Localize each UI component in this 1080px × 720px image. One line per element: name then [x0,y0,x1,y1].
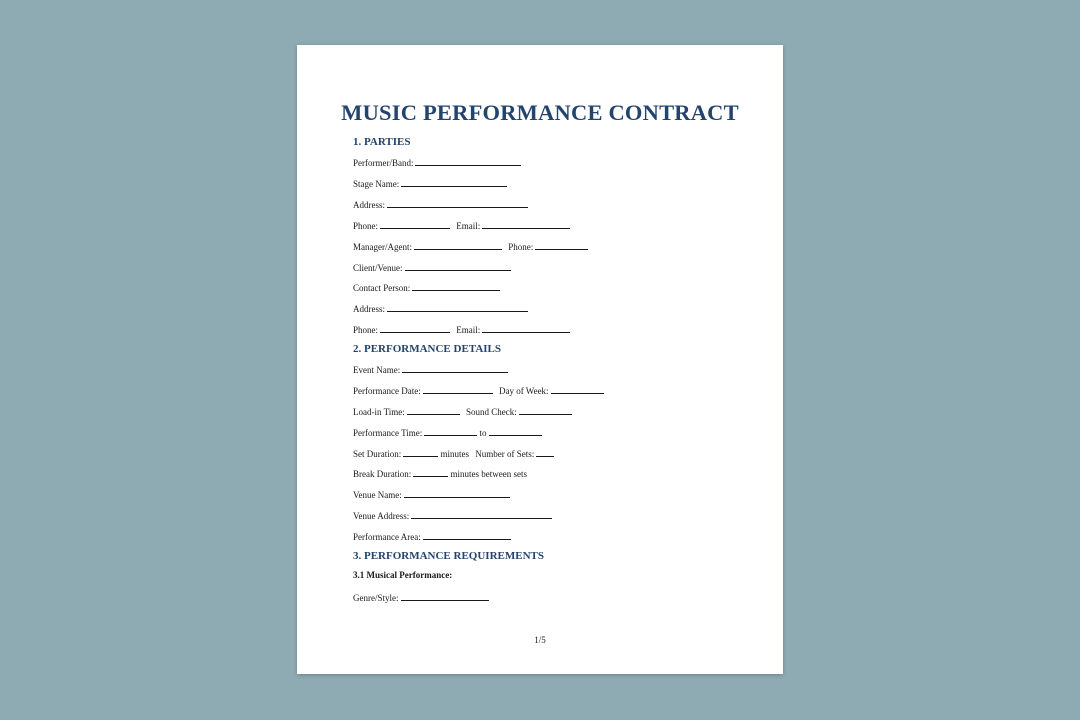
fill-in-blank[interactable] [519,405,572,415]
field-label: Performance Date: [353,386,421,396]
fill-in-blank[interactable] [489,426,542,436]
fill-in-blank[interactable] [405,261,511,271]
field-genre-style [353,591,489,603]
field-label: Performance Area: [353,532,421,542]
field-stage-name [353,177,507,189]
field-phone-email [353,219,570,231]
field-label: Email: [456,221,481,231]
field-performer-band [353,156,521,168]
field-label: Venue Name: [353,490,402,500]
field-label: Phone: [353,221,379,231]
fill-in-blank[interactable] [482,323,570,333]
fill-in-blank[interactable] [387,302,528,312]
fill-in-blank[interactable] [423,530,511,540]
section-heading-performance-requirements: 3. PERFORMANCE REQUIREMENTS [353,550,544,562]
field-contact-person [353,281,500,293]
fill-in-blank[interactable] [401,591,489,601]
fill-in-blank[interactable] [402,363,508,373]
field-label: Day of Week: [498,386,549,396]
field-label: Performer/Band: [353,158,414,168]
field-label: Phone: [508,242,534,252]
field-label: Phone: [353,325,379,335]
fill-in-blank[interactable] [380,219,450,229]
fill-in-blank[interactable] [407,405,460,415]
field-label: to [479,428,487,438]
field-label: Sound Check: [466,407,517,417]
subsection-heading-musical-performance: 3.1 Musical Performance: [353,570,453,580]
fill-in-blank[interactable] [380,323,450,333]
field-venue-address [353,509,552,521]
field-label: Stage Name: [353,179,400,189]
field-set-duration [353,447,554,459]
section-heading-parties: 1. PARTIES [353,136,411,148]
field-break-duration [353,467,527,479]
contract-page [297,45,783,674]
field-label: Client/Venue: [353,263,403,273]
fill-in-blank[interactable] [401,177,507,187]
fill-in-blank[interactable] [551,384,604,394]
fill-in-blank[interactable] [415,156,521,166]
fill-in-blank[interactable] [403,447,438,457]
fill-in-blank[interactable] [535,240,588,250]
field-label: Address: [353,200,385,210]
page-number: 1/5 [534,635,546,645]
fill-in-blank[interactable] [424,426,477,436]
field-label: Event Name: [353,365,401,375]
field-address [353,302,528,314]
field-performance-area [353,530,511,542]
document-title: MUSIC PERFORMANCE CONTRACT [341,100,739,125]
field-label: minutes [440,449,469,459]
field-label: Break Duration: [353,469,412,479]
fill-in-blank[interactable] [423,384,493,394]
field-label: Address: [353,304,385,314]
field-venue-name [353,488,510,500]
fill-in-blank[interactable] [412,281,500,291]
field-label: Set Duration: [353,449,402,459]
fill-in-blank[interactable] [482,219,570,229]
field-event-name [353,363,508,375]
field-address [353,198,528,210]
fill-in-blank[interactable] [413,467,448,477]
field-label: Contact Person: [353,283,411,293]
field-label: Email: [456,325,481,335]
field-label: minutes between sets [450,469,527,479]
field-label: Manager/Agent: [353,242,412,252]
field-label: Genre/Style: [353,593,399,603]
field-label: Load-in Time: [353,407,405,417]
field-manager-agent [353,240,588,252]
fill-in-blank[interactable] [411,509,552,519]
field-performance-time [353,426,542,438]
field-phone-email [353,323,570,335]
field-client-venue [353,261,511,273]
field-load-in-time [353,405,572,417]
fill-in-blank[interactable] [536,447,554,457]
field-label: Venue Address: [353,511,410,521]
fill-in-blank[interactable] [414,240,502,250]
field-label: Number of Sets: [475,449,535,459]
fill-in-blank[interactable] [404,488,510,498]
field-performance-date [353,384,604,396]
section-heading-performance-details: 2. PERFORMANCE DETAILS [353,343,502,355]
field-label: Performance Time: [353,428,423,438]
fill-in-blank[interactable] [387,198,528,208]
